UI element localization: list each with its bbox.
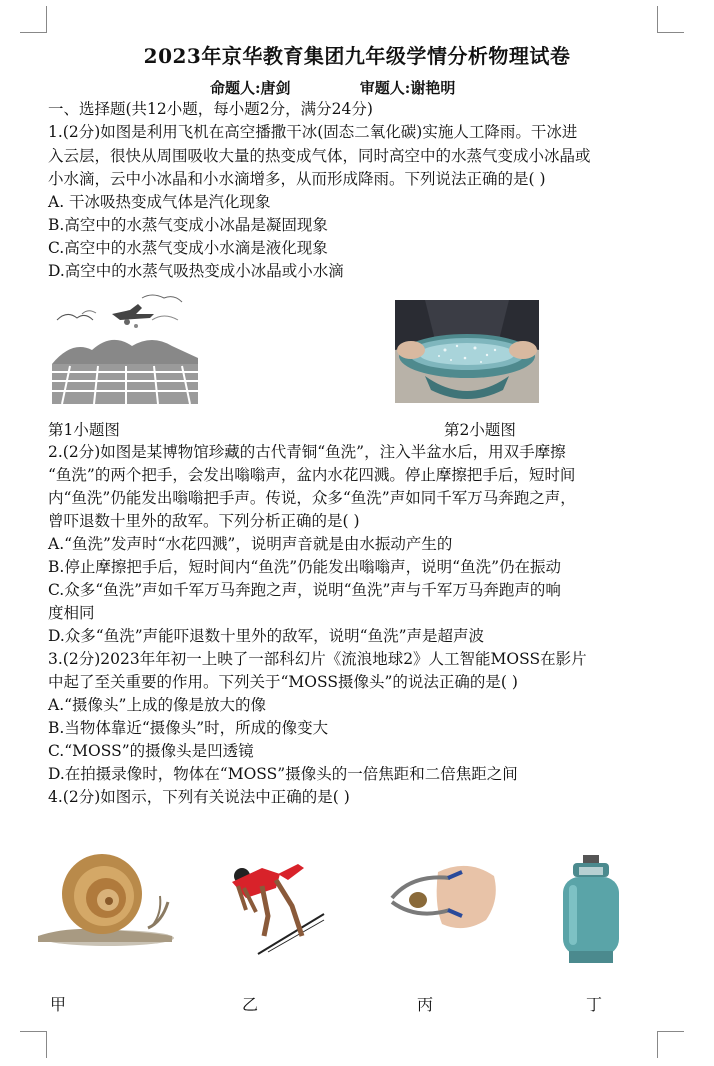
q3-line-2: 中起了至关重要的作用。下列关于“MOSS摄像头”的说法正确的是( ): [48, 673, 518, 691]
q3-line-1: 3.(2分)2023年年初一上映了一部科幻片《流浪地球2》人工智能MOSS在影片: [48, 650, 587, 668]
author-line: [210, 77, 455, 98]
figure-4-label-yi: 乙: [242, 995, 259, 1014]
q2-option-d: D.众多“鱼洗”声能吓退数十里外的敌军，说明“鱼洗”声是超声波: [48, 627, 484, 645]
reviewer: 审题人:谢艳明: [359, 79, 456, 97]
q2-line-2: “鱼洗”的两个把手，会发出嗡嗡声，盆内水花四溅。停止摩擦把手后，短时间: [48, 466, 576, 484]
figure-4-gas-cylinder: [559, 855, 623, 965]
q1-option-b: B.高空中的水蒸气变成小冰晶是凝固现象: [48, 216, 328, 234]
q2-option-a: A.“鱼洗”发声时“水花四溅”，说明声音就是由水振动产生的: [48, 535, 453, 553]
q1-option-a: A. 干冰吸热变成气体是汽化现象: [48, 193, 271, 211]
figure-1-rain-illustration: [52, 292, 198, 404]
q2-option-b: B.停止摩擦把手后，短时间内“鱼洗”仍能发出嗡嗡声，说明“鱼洗”仍在振动: [48, 558, 562, 576]
q1-option-d: D.高空中的水蒸气吸热变成小冰晶或小水滴: [48, 262, 344, 280]
author: 命题人:唐剑: [210, 79, 291, 97]
figure-4-snail: [28, 842, 174, 948]
crop-mark-top-left: [20, 6, 47, 33]
crop-mark-top-right: [657, 6, 684, 33]
figure-4-label-ding: 丁: [586, 995, 603, 1014]
q3-option-a: A.“摄像头”上成的像是放大的像: [48, 696, 266, 714]
figure-4-label-jia: 甲: [50, 995, 67, 1014]
q2-line-1: 2.(2分)如图是某博物馆珍藏的古代青铜“鱼洗”，注入半盆水后，用双手摩擦: [48, 443, 566, 461]
q2-option-c: C.众多“鱼洗”声如千军万马奔跑之声，说明“鱼洗”声与千军万马奔跑声的响: [48, 581, 561, 599]
q1-option-c: C.高空中的水蒸气变成小水滴是液化现象: [48, 239, 328, 257]
q2-line-3: 内“鱼洗”仍能发出嗡嗡把手声。传说，众多“鱼洗”声如同千军万马奔跑之声，: [48, 489, 576, 507]
figure-4-label-bing: 丙: [417, 995, 434, 1014]
q3-option-d: D.在拍摄录像时，物体在“MOSS”摄像头的一倍焦距和二倍焦距之间: [48, 765, 518, 783]
figure-2-bronze-basin: [395, 300, 539, 403]
figure-2-caption: 第2小题图: [444, 421, 516, 439]
q2-line-4: 曾吓退数十里外的敌军。下列分析正确的是( ): [48, 512, 360, 530]
q1-line-2: 入云层，很快从周围吸收大量的热变成气体，同时高空中的水蒸气变成小冰晶或: [48, 147, 591, 165]
q1-line-1: 1.(2分)如图是利用飞机在高空播撒干冰(固态二氧化碳)实施人工降雨。干冰进: [48, 123, 578, 141]
figure-1-caption: 第1小题图: [48, 421, 120, 439]
figure-4-sprinter: [218, 858, 326, 956]
crop-mark-bottom-left: [20, 1031, 47, 1058]
page-title: 2023年京华教育集团九年级学情分析物理试卷: [143, 44, 571, 68]
q3-option-c: C.“MOSS”的摄像头是凹透镜: [48, 742, 254, 760]
q1-line-3: 小水滴，云中小冰晶和小水滴增多，从而形成降雨。下列说法正确的是( ): [48, 170, 546, 188]
q3-option-b: B.当物体靠近“摄像头”时，所成的像变大: [48, 719, 329, 737]
figure-4-nutcracker-hand: [388, 858, 500, 938]
q4-line-1: 4.(2分)如图示，下列有关说法中正确的是( ): [48, 788, 350, 806]
crop-mark-bottom-right: [657, 1031, 684, 1058]
q2-option-c-cont: 度相同: [48, 604, 95, 622]
section-heading: 一、选择题(共12小题，每小题2分，满分24分): [48, 100, 373, 118]
